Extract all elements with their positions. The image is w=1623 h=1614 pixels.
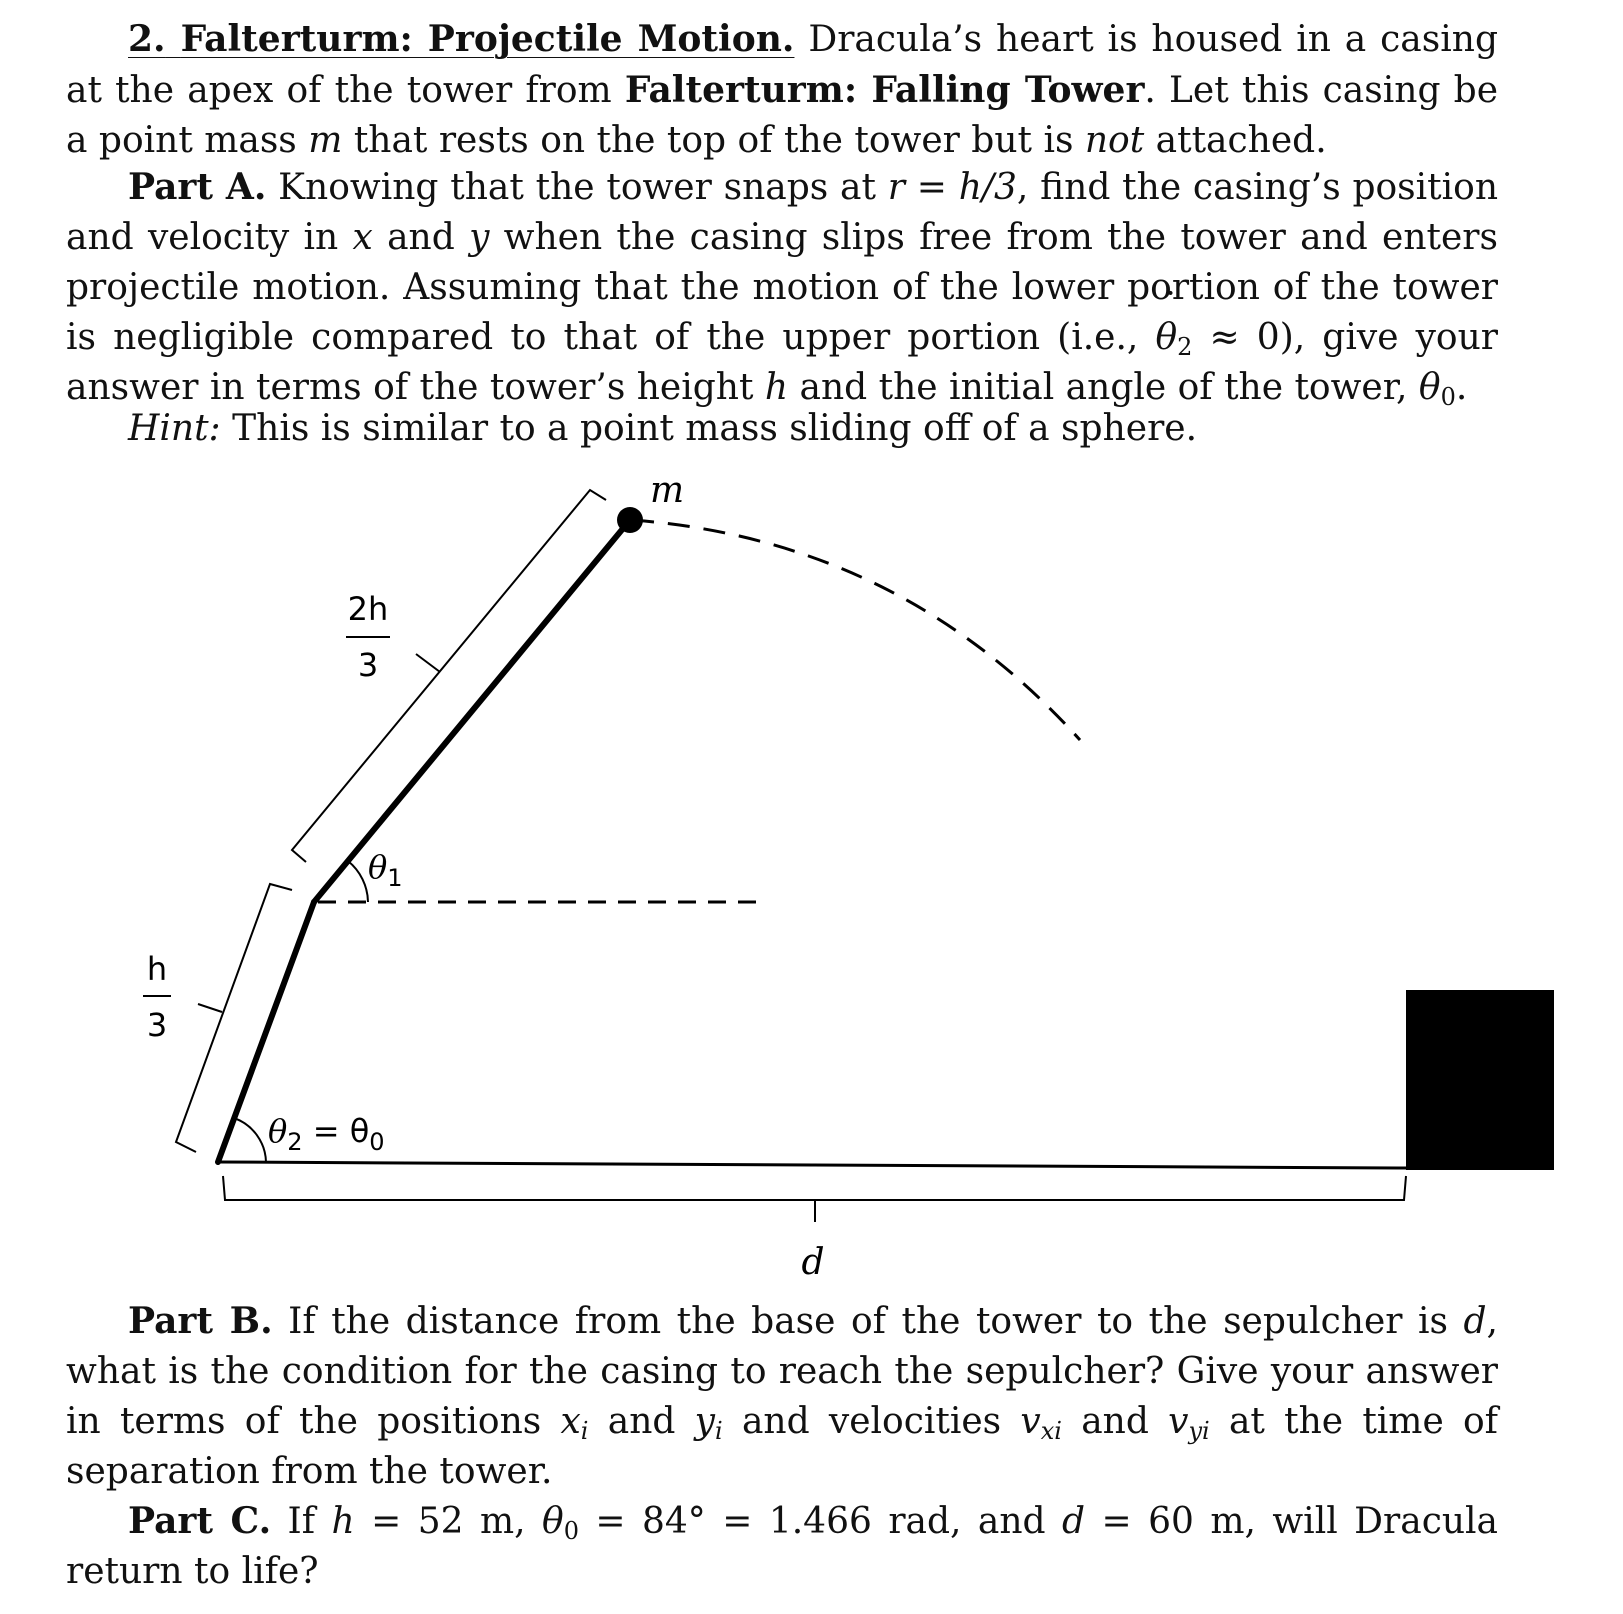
part-c-label: Part C. [128,1500,272,1542]
problem-intro: 2. Falterturm: Projectile Motion. Dracula’s heart is housed in a casing at the apex of the tower from Falterturm: Falling Tower. Let this casing be a point mass m that rests on the top of the tower but is not attached. [66,18,1498,161]
hint-label: Hint: [128,408,221,449]
upper-length-bracket [292,490,606,862]
theta2-label: $\theta_2 = \theta_0$ [268,1112,385,1156]
lower-length-numerator: h [146,950,168,988]
lower-tower-segment [218,902,314,1162]
theta2-arc [234,1118,266,1162]
sepulcher-block [1406,990,1554,1170]
trajectory-arc [632,520,1080,740]
part-b: Part B. If the distance from the base of the tower to the sepulcher is d, what is the condition for the casing to reach the sepulcher? Give your answer in terms of the positions $x_i$ and $y_i$ and velocities $v_{xi}$ and $v_{yi}$ at the time of separation from the tower. [66,1300,1498,1492]
mass-label: m [650,470,685,511]
lower-length-denominator: 3 [146,1006,168,1044]
part-c: Part C. If h = 52 m, $\theta_0 = 84^\circ = 1.466$ rad, and d = 60 m, will Dracula return to life? [66,1500,1499,1592]
theta1-label: $\theta_1$ [368,848,403,892]
upper-tower-segment [314,520,630,902]
part-b-label: Part B. [128,1300,273,1342]
ground-line [218,1162,1406,1168]
point-mass [617,507,643,533]
upper-length-denominator: 3 [357,646,379,684]
part-a: Part A. Knowing that the tower snaps at r = h/3, find the casing’s position and velocity in x and y when the casing slips free from the tower and enters projectile motion. Assuming that the motion of the lower portion of the tower is negligible compared to that of the upper portion (i.e., ˙ $\theta_2 \approx 0$), give your answer in terms of the tower’s height h and the initial angle of the tower, $\theta_0$. [66,162,1498,413]
upper-length-numerator: 2h [347,590,389,628]
part-a-label: Part A. [128,166,267,208]
hint: Hint: This is similar to a point mass sliding off of a sphere. [128,408,1198,449]
referenced-problem-title: Falterturm: Falling Tower [624,69,1145,111]
problem-heading: 2. Falterturm: Projectile Motion. [128,18,795,60]
theta1-arc [348,861,368,902]
distance-bracket [223,1176,1406,1222]
distance-label: d [801,1242,825,1283]
